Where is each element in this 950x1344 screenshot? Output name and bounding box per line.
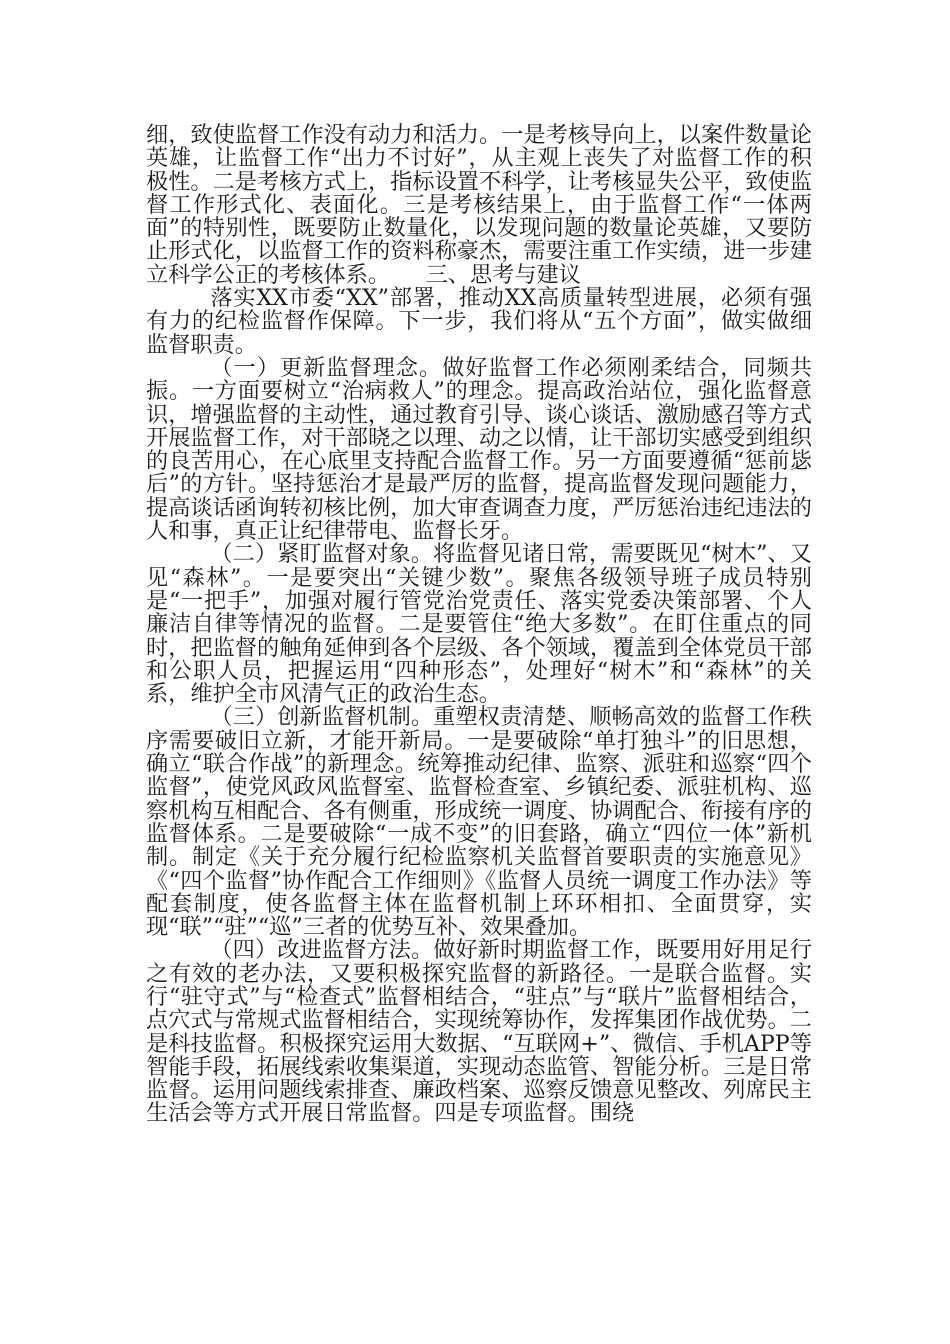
- section-heading: 三、思考与建议: [425, 261, 581, 288]
- paragraph-methods: （四）改进监督方法。做好新时期监督工作，既要用好用足行之有效的老办法，又要积极探究监督的新路径。一是联合监督。实行“驻守式”与“检查式”监督相结合，“驻点”与“联片”监督相结合，点穴式与常规式监督相结合，实现统筹协作，发挥集团作战优势。二是科技监督。积极探究运用大数据、“互联网+”、微信、手机APP等智能手段，拓展线索收集渠道，实现动态监管、智能分析。三是日常监督。运用问题线索排查、廉政档案、巡察反馈意见整改、列席民主生活会等方式开展日常监督。四是专项监督。围绕: [146, 937, 812, 1127]
- paragraph-concept: （一）更新监督理念。做好监督工作必须刚柔结合，同频共振。一方面要树立“治病救人”的理念。提高政治站位，强化监督意识，增强监督的主动性，通过教育引导、谈心谈话、激励感召等方式开展监督工作，对干部晓之以理、动之以情，让干部切实感受到组织的良苦用心，在心底里支持配合监督工作。另一方面要遵循“惩前毖后”的方针。坚持惩治才是最严厉的监督，提高监督发现问题能力，提高谈话函询转初核比例，加大审查调查力度，严厉惩治违纪违法的人和事，真正让纪律带电、监督长牙。: [146, 354, 812, 545]
- document-body: [146, 124, 812, 1126]
- paragraph-assessment: [146, 124, 812, 287]
- paragraph-mechanism: （三）创新监督机制。重塑权责清楚、顺畅高效的监督工作秩序需要破旧立新，才能开新局。一是要破除“单打独斗”的旧思想，确立“联合作战”的新理念。统筹推动纪律、监察、派驻和巡察“四个监督”，使党风政风监督室、监督检查室、乡镇纪委、派驻机构、巡察机构互相配合、各有侧重，形成统一调度、协调配合、衔接有序的监督体系。二是要破除“一成不变”的旧套路，确立“四位一体”新机制。制定《关于充分履行纪检监察机关监督首要职责的实施意见》《“四个监督”协作配合工作细则》《监督人员统一调度工作办法》等配套制度，使各监督主体在监督机制上环环相扣、全面贯穿，实现“联”“驻”“巡”三者的优势互补、效果叠加。: [146, 704, 812, 941]
- paragraph-targets: （二）紧盯监督对象。将监督见诸日常，需要既见“树木”、又见“森林”。一是要突出“关键少数”。聚焦各级领导班子成员特别是“一把手”，加强对履行管党治党责任、落实党委决策部署、个人廉洁自律等情况的监督。二是要管住“绝大多数”。在盯住重点的同时，把监督的触角延伸到各个层级、各个领域，覆盖到全体党员干部和公职人员，把握运用“四种形态”，处理好“树木”和“森林”的关系，维护全市风清气正的政治生态。: [146, 541, 812, 708]
- paragraph-intro: 落实XX市委“XX”部署，推动XX高质量转型进展，必须有强有力的纪检监督作保障。下一步，我们将从“五个方面”，做实做细监督职责。: [146, 285, 812, 358]
- paragraph-assessment-text: 细，致使监督工作没有动力和活力。一是考核导向上，以案件数量论英雄，让监督工作“出力不讨好”，从主观上丧失了对监督工作的积极性。二是考核方式上，指标设置不科学，让考核显失公平，致使监督工作形式化、表面化。三是考核结果上，由于监督工作“一体两面”的特别性，既要防止数量化，以发现问题的数量论英雄，又要防止形式化，以监督工作的资料称豪杰，需要注重工作实绩，进一步建立科学公正的考核体系。: [146, 122, 812, 288]
